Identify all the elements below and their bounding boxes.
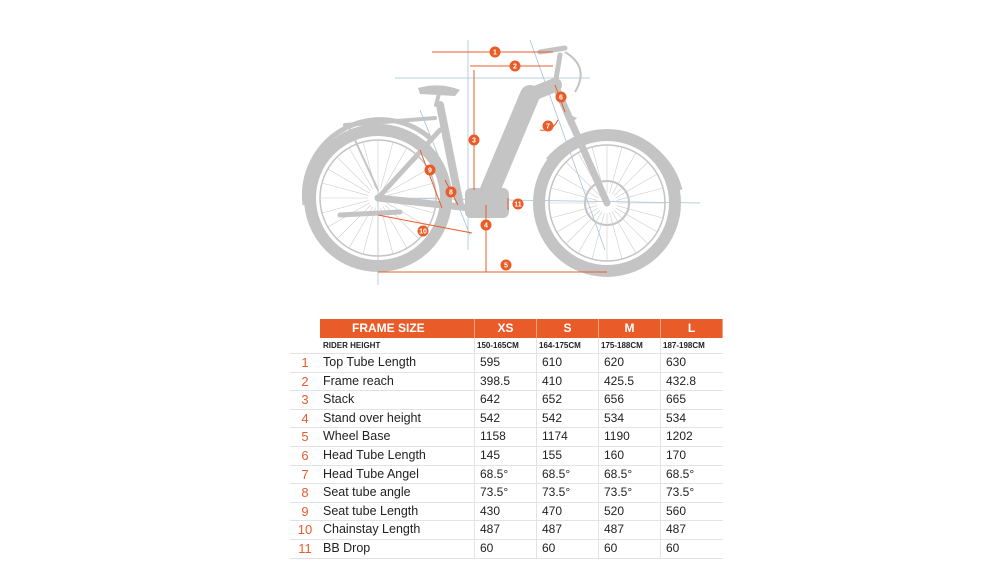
svg-text:2: 2 [513, 63, 517, 71]
value-s: 68.5° [537, 465, 599, 484]
value-xs: 542 [475, 409, 537, 428]
value-s: 470 [537, 502, 599, 521]
value-m: 620 [599, 354, 661, 373]
row-number: 3 [290, 391, 320, 410]
value-s: 1174 [537, 428, 599, 447]
row-number: 7 [290, 465, 320, 484]
value-s: 487 [537, 521, 599, 540]
value-m: 487 [599, 521, 661, 540]
row-label: Wheel Base [320, 428, 475, 447]
value-l: 73.5° [661, 484, 723, 503]
svg-text:8: 8 [449, 189, 453, 197]
table-header-row [290, 319, 723, 338]
value-s: 652 [537, 391, 599, 410]
table-row [290, 372, 723, 391]
value-l: 432.8 [661, 372, 723, 391]
size-header-s: S [537, 319, 599, 338]
frame-size-header: FRAME SIZE [320, 319, 475, 338]
svg-text:4: 4 [484, 222, 488, 230]
size-header-m: M [599, 319, 661, 338]
value-s: 410 [537, 372, 599, 391]
svg-text:11: 11 [514, 201, 522, 209]
handlebar-grip [565, 52, 581, 92]
svg-text:5: 5 [504, 262, 508, 270]
value-m: 425.5 [599, 372, 661, 391]
value-xs: 73.5° [475, 484, 537, 503]
row-label: Head Tube Angel [320, 465, 475, 484]
dimension-marker-2 [510, 61, 521, 72]
row-label: Seat tube Length [320, 502, 475, 521]
rider-height-label: RIDER HEIGHT [320, 338, 475, 354]
svg-text:10: 10 [419, 228, 427, 236]
value-m: 520 [599, 502, 661, 521]
value-l: 665 [661, 391, 723, 410]
value-xs: 68.5° [475, 465, 537, 484]
table-row [290, 354, 723, 373]
value-s: 155 [537, 446, 599, 465]
row-label: BB Drop [320, 539, 475, 558]
dimension-marker-8 [446, 187, 457, 198]
dimension-marker-5 [501, 260, 512, 271]
value-xs: 1158 [475, 428, 537, 447]
row-number: 5 [290, 428, 320, 447]
value-xs: 595 [475, 354, 537, 373]
row-number: 6 [290, 446, 320, 465]
svg-text:1: 1 [493, 49, 497, 57]
dimension-marker-9 [425, 165, 436, 176]
value-s: 60 [537, 539, 599, 558]
svg-text:3: 3 [472, 137, 476, 145]
value-xs: 60 [475, 539, 537, 558]
row-label: Stand over height [320, 409, 475, 428]
value-l: 560 [661, 502, 723, 521]
value-l: 534 [661, 409, 723, 428]
dimension-marker-10 [418, 226, 429, 237]
row-label: Stack [320, 391, 475, 410]
dimension-marker-1 [490, 47, 501, 58]
row-label: Seat tube angle [320, 484, 475, 503]
value-xs: 642 [475, 391, 537, 410]
value-s: 610 [537, 354, 599, 373]
table-row [290, 465, 723, 484]
size-header-xs: XS [475, 319, 537, 338]
row-number: 8 [290, 484, 320, 503]
svg-text:6: 6 [559, 94, 563, 102]
motor [465, 188, 509, 218]
table-row [290, 446, 723, 465]
svg-text:7: 7 [546, 123, 550, 131]
value-m: 60 [599, 539, 661, 558]
svg-text:9: 9 [428, 167, 432, 175]
value-m: 534 [599, 409, 661, 428]
dimension-marker-7 [543, 121, 554, 132]
row-number: 1 [290, 354, 320, 373]
table-row [290, 428, 723, 447]
row-label: Frame reach [320, 372, 475, 391]
size-header-l: L [661, 319, 723, 338]
value-l: 487 [661, 521, 723, 540]
row-number: 10 [290, 521, 320, 540]
value-l: 630 [661, 354, 723, 373]
rider-height-l: 187-198CM [661, 338, 723, 354]
row-number: 2 [290, 372, 320, 391]
rider-height-row [290, 338, 723, 354]
value-xs: 398.5 [475, 372, 537, 391]
value-xs: 145 [475, 446, 537, 465]
dimension-marker-4 [481, 220, 492, 231]
table-row [290, 484, 723, 503]
row-label: Top Tube Length [320, 354, 475, 373]
value-l: 1202 [661, 428, 723, 447]
value-m: 68.5° [599, 465, 661, 484]
value-l: 170 [661, 446, 723, 465]
row-number: 11 [290, 539, 320, 558]
value-xs: 487 [475, 521, 537, 540]
value-l: 60 [661, 539, 723, 558]
geometry-table [290, 319, 723, 559]
row-label: Head Tube Length [320, 446, 475, 465]
value-s: 542 [537, 409, 599, 428]
row-number: 4 [290, 409, 320, 428]
rider-height-s: 164-175CM [537, 338, 599, 354]
value-m: 73.5° [599, 484, 661, 503]
rider-height-m: 175-188CM [599, 338, 661, 354]
rider-height-xs: 150-165CM [475, 338, 537, 354]
saddle [418, 85, 460, 96]
table-row [290, 539, 723, 558]
dimension-marker-3 [469, 135, 480, 146]
value-m: 160 [599, 446, 661, 465]
dimension-marker-6 [556, 92, 567, 103]
table-row [290, 502, 723, 521]
table-row [290, 521, 723, 540]
row-label: Chainstay Length [320, 521, 475, 540]
table-row [290, 391, 723, 410]
dimension-marker-11 [513, 199, 524, 210]
value-m: 656 [599, 391, 661, 410]
value-l: 68.5° [661, 465, 723, 484]
value-xs: 430 [475, 502, 537, 521]
value-s: 73.5° [537, 484, 599, 503]
value-m: 1190 [599, 428, 661, 447]
table-row [290, 409, 723, 428]
row-number: 9 [290, 502, 320, 521]
